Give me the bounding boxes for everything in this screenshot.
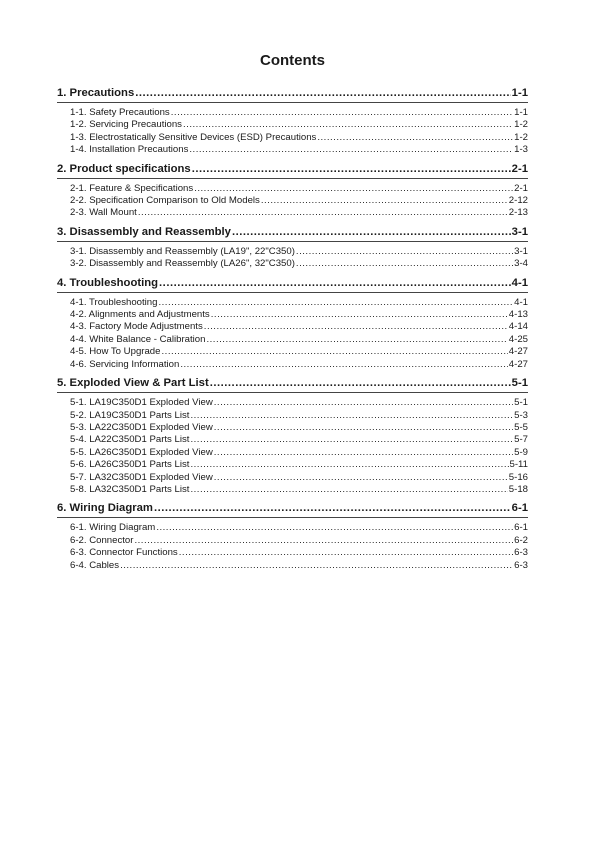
section-title: 4. Troubleshooting (57, 276, 159, 289)
toc-section (57, 276, 528, 371)
entry-title: 5-3. LA22C350D1 Exploded View (70, 421, 213, 433)
leader-dots (161, 346, 507, 358)
toc-section-heading[interactable] (57, 501, 528, 517)
toc-entry[interactable] (57, 346, 528, 358)
leader-dots (317, 132, 513, 144)
toc-entry[interactable] (57, 397, 528, 409)
leader-dots (135, 86, 510, 100)
leader-dots (206, 334, 507, 346)
toc-section-heading[interactable] (57, 225, 528, 241)
entry-page-number: 4-14 (508, 321, 528, 333)
entry-page-number: 6-1 (514, 522, 528, 534)
entry-title: 2-2. Specification Comparison to Old Models (70, 195, 260, 207)
entry-title: 6-2. Connector (70, 534, 134, 546)
toc-entry[interactable] (57, 535, 528, 547)
leader-dots (232, 225, 511, 239)
section-divider (57, 392, 528, 393)
toc-section (57, 225, 528, 271)
toc-entry[interactable] (57, 472, 528, 484)
leader-dots (296, 246, 513, 258)
entry-title: 1-1. Safety Precautions (70, 107, 170, 118)
entry-page-number: 4-25 (508, 333, 528, 345)
section-title: 6. Wiring Diagram (57, 502, 153, 515)
entry-title: 2-1. Feature & Specifications (70, 182, 194, 194)
leader-dots (138, 207, 508, 219)
entry-page-number: 6-2 (514, 534, 528, 546)
toc-section (57, 86, 528, 157)
toc-section-heading[interactable] (57, 86, 528, 102)
toc-entry[interactable] (57, 484, 528, 496)
leader-dots (158, 297, 513, 309)
contents-page (57, 52, 528, 577)
leader-dots (296, 258, 513, 270)
toc-entry[interactable] (57, 183, 528, 195)
entry-page-number: 4-27 (508, 358, 528, 370)
entry-page-number: 1-3 (514, 144, 528, 156)
toc-section (57, 162, 528, 220)
toc-entry[interactable] (57, 132, 528, 144)
entry-title: 6-1. Wiring Diagram (70, 522, 156, 534)
entry-page-number: 5-1 (514, 397, 528, 409)
entry-page-number: 5-3 (514, 409, 528, 421)
table-of-contents (57, 86, 528, 572)
leader-dots (192, 162, 511, 176)
leader-dots (156, 522, 513, 534)
toc-entry[interactable] (57, 119, 528, 131)
entry-page-number: 1-2 (514, 131, 528, 143)
toc-entry[interactable] (57, 359, 528, 371)
toc-section-heading[interactable] (57, 276, 528, 292)
leader-dots (154, 501, 511, 515)
leader-dots (214, 422, 513, 434)
entry-title: 1-2. Servicing Precautions (70, 119, 182, 131)
section-divider (57, 292, 528, 293)
toc-section (57, 501, 528, 572)
entry-page-number: 4-27 (508, 346, 528, 358)
leader-dots (190, 434, 513, 446)
leader-dots (189, 144, 513, 156)
entry-title: 3-2. Disassembly and Reassembly (LA26", 32"C350) (70, 258, 295, 270)
toc-entry[interactable] (57, 144, 528, 156)
section-divider (57, 102, 528, 103)
section-divider (57, 517, 528, 518)
toc-entry[interactable] (57, 246, 528, 258)
toc-entry[interactable] (57, 207, 528, 219)
entry-page-number: 2-12 (508, 195, 528, 207)
section-page-number: 4-1 (511, 276, 528, 289)
leader-dots (179, 547, 513, 559)
leader-dots (214, 447, 513, 459)
toc-entry[interactable] (57, 560, 528, 572)
leader-dots (261, 195, 508, 207)
entry-page-number: 5-16 (508, 471, 528, 483)
entry-page-number: 1-1 (514, 107, 528, 118)
toc-entry[interactable] (57, 410, 528, 422)
section-title: 2. Product specifications (57, 162, 191, 175)
entry-title: 5-8. LA32C350D1 Parts List (70, 483, 190, 495)
toc-entry[interactable] (57, 434, 528, 446)
toc-entry[interactable] (57, 334, 528, 346)
toc-entry[interactable] (57, 459, 528, 471)
section-page-number: 6-1 (511, 502, 528, 515)
toc-entry[interactable] (57, 547, 528, 559)
leader-dots (204, 321, 508, 333)
toc-entry[interactable] (57, 522, 528, 534)
toc-entry[interactable] (57, 107, 528, 119)
toc-entry[interactable] (57, 258, 528, 270)
toc-entry[interactable] (57, 422, 528, 434)
section-divider (57, 241, 528, 242)
entry-title: 6-3. Connector Functions (70, 547, 178, 559)
leader-dots (194, 183, 513, 195)
toc-entry[interactable] (57, 321, 528, 333)
entry-page-number: 4-1 (514, 296, 528, 308)
entry-page-number: 4-13 (508, 309, 528, 321)
section-title: 1. Precautions (57, 87, 135, 99)
entry-title: 5-5. LA26C350D1 Exploded View (70, 446, 213, 458)
leader-dots (159, 276, 511, 290)
entry-page-number: 2-1 (514, 182, 528, 194)
leader-dots (214, 397, 513, 409)
entry-title: 4-2. Alignments and Adjustments (70, 309, 210, 321)
entry-page-number: 5-7 (514, 434, 528, 446)
entry-title: 4-3. Factory Mode Adjustments (70, 321, 203, 333)
section-divider (57, 178, 528, 179)
leader-dots (183, 119, 513, 131)
entry-title: 4-4. White Balance - Calibration (70, 333, 206, 345)
entry-page-number: 1-2 (514, 119, 528, 131)
leader-dots (190, 459, 508, 471)
leader-dots (180, 359, 507, 371)
toc-section (57, 376, 528, 496)
entry-page-number: 3-4 (514, 258, 528, 270)
entry-page-number: 5-9 (514, 446, 528, 458)
section-title: 5. Exploded View & Part List (57, 377, 209, 390)
toc-entry[interactable] (57, 195, 528, 207)
leader-dots (171, 107, 513, 119)
section-page-number: 5-1 (511, 377, 528, 390)
entry-title: 5-6. LA26C350D1 Parts List (70, 459, 190, 471)
leader-dots (211, 309, 508, 321)
entry-title: 4-1. Troubleshooting (70, 296, 158, 308)
entry-page-number: 2-13 (508, 207, 528, 219)
entry-title: 4-5. How To Upgrade (70, 346, 161, 358)
section-page-number: 1-1 (511, 87, 528, 99)
leader-dots (214, 472, 508, 484)
entry-title: 2-3. Wall Mount (70, 207, 137, 219)
leader-dots (134, 535, 513, 547)
toc-entry[interactable] (57, 297, 528, 309)
section-page-number: 3-1 (511, 225, 528, 238)
entry-page-number: 5-11 (509, 459, 528, 471)
entry-title: 1-3. Electrostatically Sensitive Devices (ESD) Precautions (70, 131, 317, 143)
entry-page-number: 5-18 (508, 483, 528, 495)
leader-dots (210, 376, 511, 390)
entry-title: 3-1. Disassembly and Reassembly (LA19", 22"C350) (70, 245, 295, 257)
leader-dots (190, 484, 507, 496)
entry-title: 5-4. LA22C350D1 Parts List (70, 434, 190, 446)
toc-entry[interactable] (57, 447, 528, 459)
entry-title: 5-1. LA19C350D1 Exploded View (70, 397, 213, 409)
section-page-number: 2-1 (511, 162, 528, 175)
leader-dots (120, 560, 513, 572)
toc-section-heading[interactable] (57, 162, 528, 178)
entry-title: 5-7. LA32C350D1 Exploded View (70, 471, 213, 483)
leader-dots (190, 410, 513, 422)
toc-entry[interactable] (57, 309, 528, 321)
entry-page-number: 6-3 (514, 559, 528, 571)
entry-title: 5-2. LA19C350D1 Parts List (70, 409, 190, 421)
entry-title: 4-6. Servicing Information (70, 358, 180, 370)
entry-page-number: 3-1 (514, 245, 528, 257)
page-title: Contents (260, 52, 325, 69)
entry-title: 6-4. Cables (70, 559, 120, 571)
entry-title: 1-4. Installation Precautions (70, 144, 189, 156)
entry-page-number: 6-3 (514, 547, 528, 559)
section-title: 3. Disassembly and Reassembly (57, 225, 231, 238)
entry-page-number: 5-5 (514, 421, 528, 433)
toc-section-heading[interactable] (57, 376, 528, 392)
